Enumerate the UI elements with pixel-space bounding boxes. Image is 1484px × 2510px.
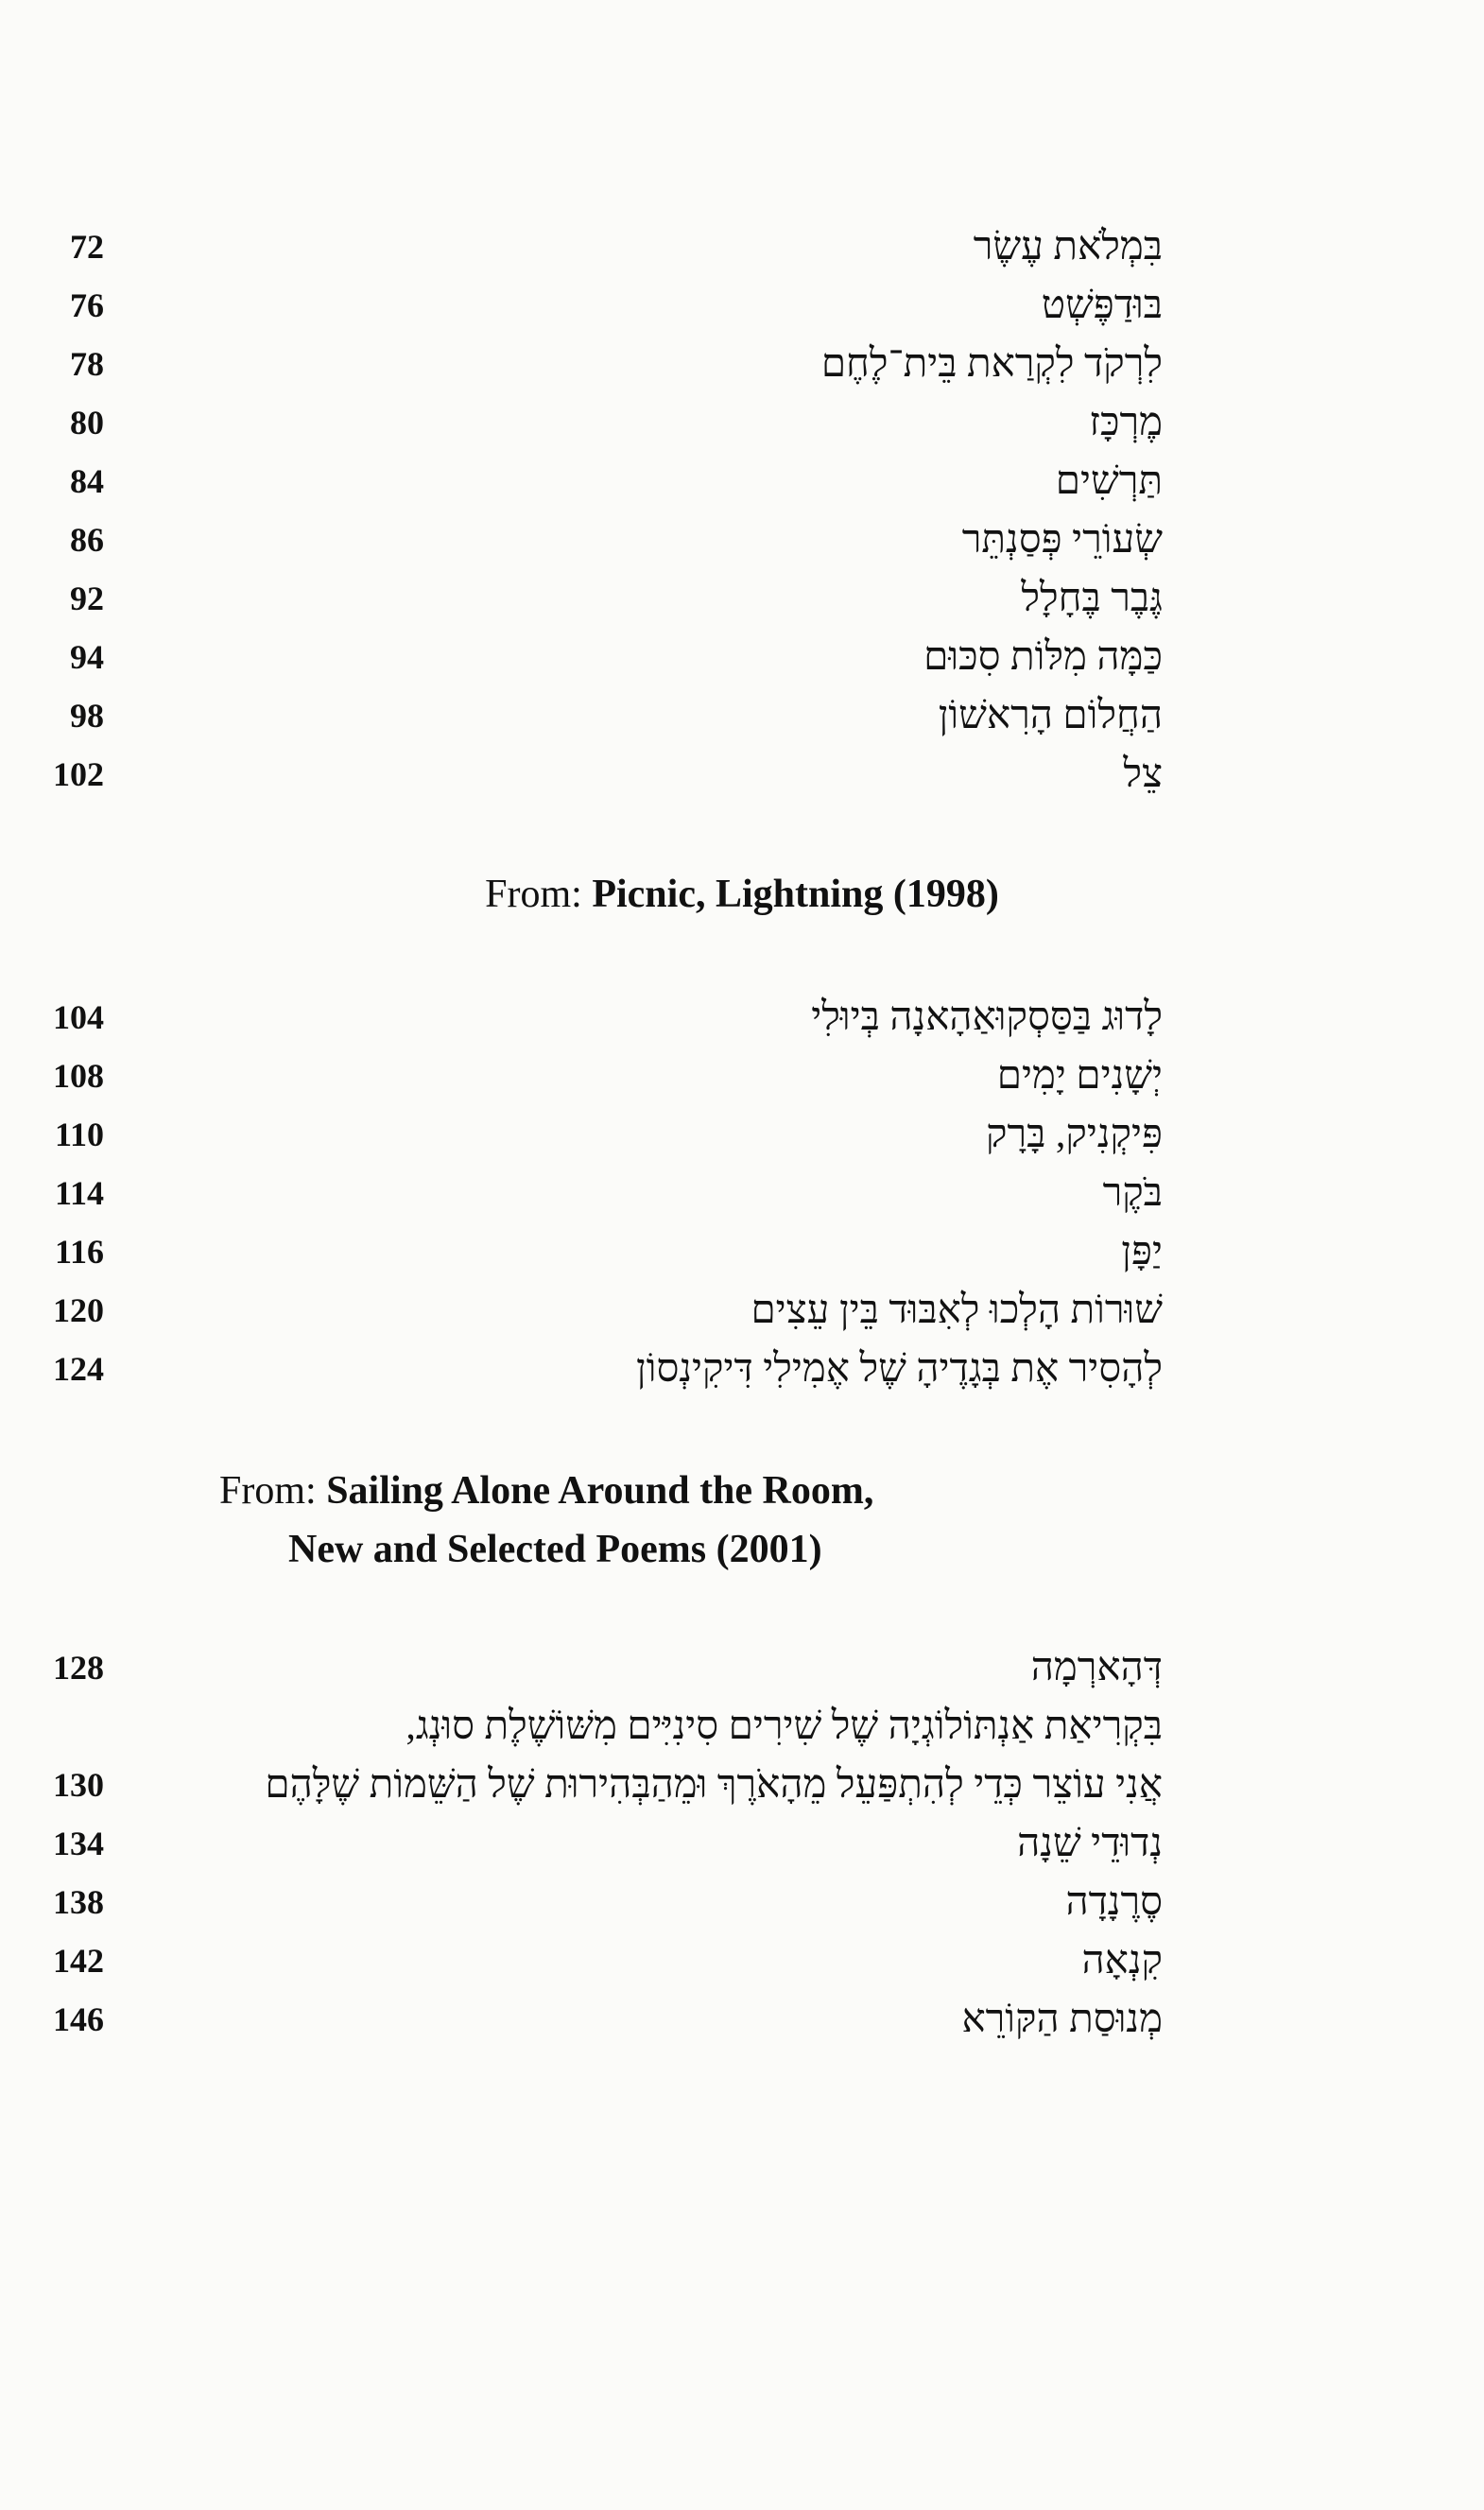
toc-entry — [0, 1222, 1484, 1281]
poem-title: גֶּבֶר בֶּחָלָל — [1021, 577, 1163, 620]
poem-title: מֶרְכָּז — [1089, 401, 1163, 444]
toc-entry — [0, 1047, 1484, 1105]
page-number: 108 — [53, 1057, 104, 1095]
page-number: 98 — [70, 697, 104, 735]
toc-entry — [0, 988, 1484, 1047]
toc-entry-continued — [0, 1697, 1484, 1756]
poem-title: שׁוּרוֹת הָלְכוּ לְאִבּוּד בֵּין עֵצִים — [751, 1289, 1163, 1332]
page-number: 124 — [53, 1350, 104, 1388]
poem-title: מְנוּסַת הַקּוֹרֵא — [961, 1998, 1163, 2041]
toc-entry — [0, 1281, 1484, 1340]
page-number: 80 — [70, 404, 104, 441]
poem-title: נְדוּדֵי שֵׁנָה — [1017, 1822, 1163, 1865]
poem-title: יַפָּן — [1121, 1230, 1163, 1273]
section-heading — [0, 865, 1484, 924]
poem-title: דְּהָארְמָה — [1030, 1646, 1163, 1689]
toc-entry — [0, 452, 1484, 511]
poem-title: בּוּדַפֶּשְׁט — [1041, 284, 1163, 327]
toc-entry — [0, 276, 1484, 335]
page-number: 116 — [54, 1233, 104, 1271]
poem-title: קִנְאָה — [1081, 1939, 1163, 1982]
toc-entry — [0, 1873, 1484, 1931]
poem-title: כַּמָּה מִלּוֹת סִכּוּם — [923, 635, 1163, 679]
page-number: 76 — [70, 286, 104, 324]
section-heading — [219, 1462, 873, 1520]
toc-entry — [0, 628, 1484, 686]
poem-title: פִּיקְנִיק, בָּרָק — [986, 1113, 1163, 1156]
page-number: 84 — [70, 462, 104, 500]
book-title: Picnic, Lightning (1998) — [592, 873, 999, 916]
poem-title: צֵל — [1123, 753, 1163, 796]
poem-title: בִּמְלֹאת עֶשֶׂר — [973, 225, 1163, 268]
book-title-line2: New and Selected Poems (2001) — [288, 1528, 822, 1571]
page-number: 72 — [70, 228, 104, 266]
page-number: 142 — [53, 1942, 104, 1980]
poem-title: אֲנִי עוֹצֵר כְּדֵי לְהִתְפַּעֵל מֵהָאֹרֶךְ וּמֵהַבְּהִירוּת שֶׁל הַשֵּׁמוֹת שֶׁלָּהֶם — [265, 1763, 1163, 1807]
page-number: 102 — [53, 755, 104, 793]
poem-title: סֶרֶנָדָה — [1065, 1880, 1163, 1924]
toc-entry — [0, 511, 1484, 569]
poem-title: שְׂעוֹרֵי פְּסַנְתֵּר — [961, 518, 1163, 562]
page-number: 138 — [53, 1883, 104, 1921]
page-number: 146 — [53, 2000, 104, 2038]
page-number: 92 — [70, 580, 104, 617]
book-title-line1: Sailing Alone Around the Room, — [326, 1469, 874, 1513]
toc-entry — [0, 745, 1484, 804]
toc-entry — [0, 569, 1484, 628]
toc-entry — [0, 1756, 1484, 1814]
toc-entry — [0, 1814, 1484, 1873]
page-number: 134 — [53, 1825, 104, 1862]
toc-entry — [0, 686, 1484, 745]
poem-title: לְהָסִיר אֶת בְּגָדֶיהָ שֶׁל אֶמִילִי דִּיקִינְסוֹן — [636, 1347, 1163, 1391]
toc-entry — [0, 217, 1484, 276]
poem-title: הַחֲלוֹם הָרִאשׁוֹן — [938, 694, 1163, 737]
page-number: 94 — [70, 638, 104, 676]
page-number: 114 — [54, 1174, 104, 1212]
page-number: 120 — [53, 1291, 104, 1329]
page-number: 130 — [53, 1766, 104, 1804]
page-number: 110 — [54, 1116, 104, 1153]
toc-entry — [0, 393, 1484, 452]
heading-from: From: — [485, 873, 593, 916]
toc-entry — [0, 1638, 1484, 1697]
page-number: 104 — [53, 998, 104, 1036]
page-number: 128 — [53, 1649, 104, 1687]
toc-entry — [0, 1990, 1484, 2049]
poem-title: לָדוּג בַּסַּסְקוּאַהָאנָה בְּיוּלִי — [811, 995, 1163, 1039]
page-number: 86 — [70, 521, 104, 559]
poem-title: תַּרְשִׁים — [1055, 459, 1163, 503]
toc-entry — [0, 1340, 1484, 1398]
toc-entry — [0, 1164, 1484, 1222]
poem-title: לִרְקֹד לִקְרַאת בֵּית־לֶחֶם — [820, 342, 1163, 386]
toc-entry — [0, 1931, 1484, 1990]
toc-entry — [0, 1105, 1484, 1164]
toc-entry — [0, 335, 1484, 393]
heading-from: From: — [219, 1469, 327, 1513]
poem-title: יְשָׁנִים יָמִים — [996, 1054, 1163, 1098]
page-number: 78 — [70, 345, 104, 383]
poem-title: בֹּקֶר — [1102, 1171, 1163, 1215]
poem-title: בִּקְרִיאַת אַנְתּוֹלוֹגְיָה שֶׁל שִׁירִים סִינִיִּים מִשּׁוֹשֶׁלֶת סוּנְג, — [406, 1705, 1163, 1748]
